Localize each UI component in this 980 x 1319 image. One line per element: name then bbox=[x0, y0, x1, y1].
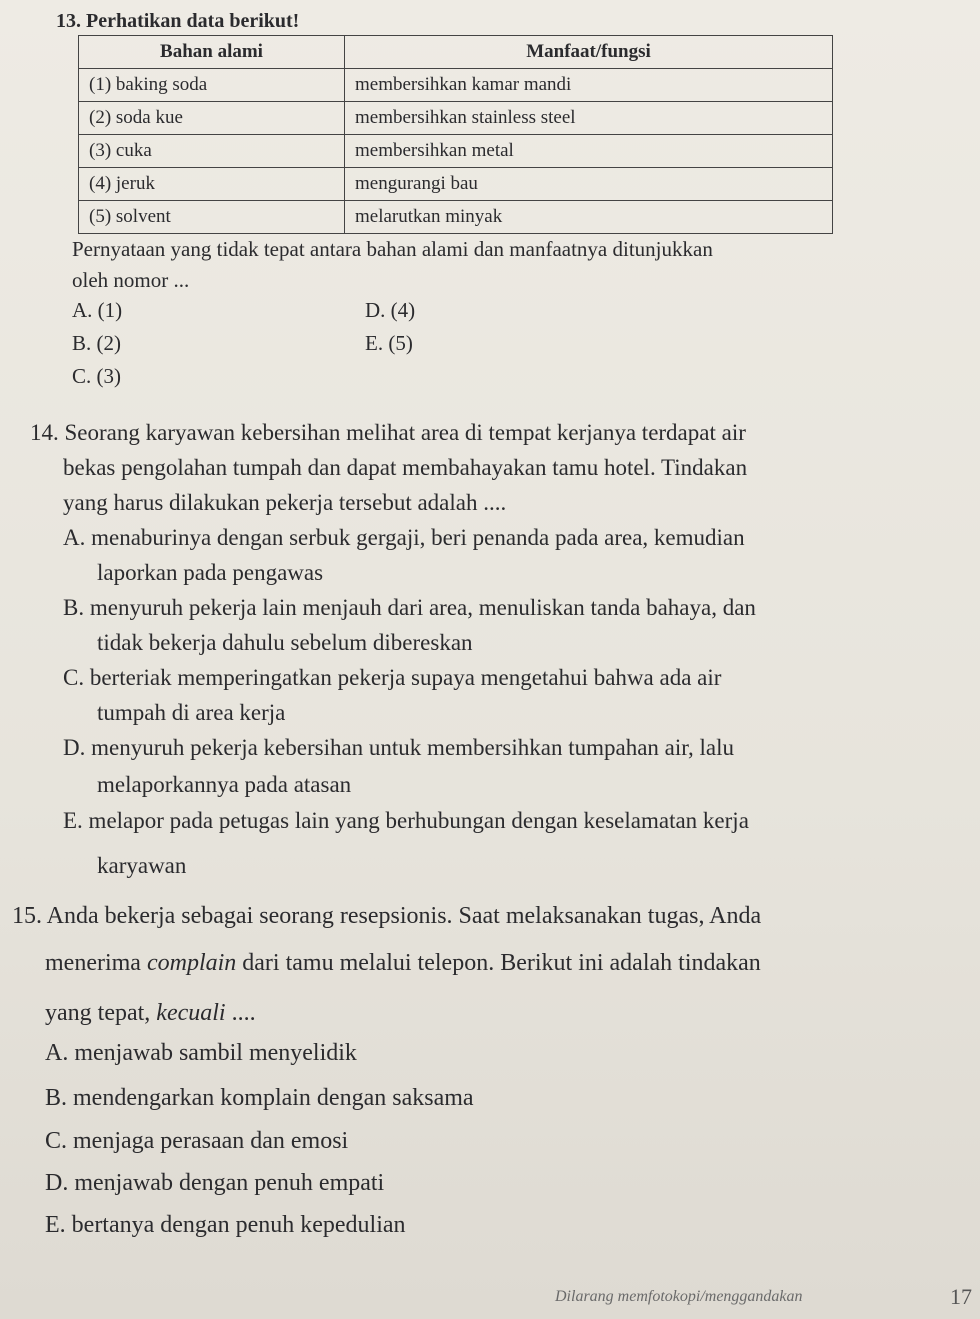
table-cell: melarutkan minyak bbox=[345, 201, 833, 234]
q15-stem-line2 bbox=[45, 950, 761, 977]
page-number: 17 bbox=[950, 1284, 972, 1309]
table-cell: (4) jeruk bbox=[79, 168, 345, 201]
q13-table bbox=[78, 35, 833, 234]
table-cell: (1) baking soda bbox=[79, 69, 345, 102]
q15-text: .... bbox=[225, 1000, 256, 1026]
q13-option-d[interactable]: D. (4) bbox=[365, 298, 416, 322]
q15-text: dari tamu melalui telepon. Berikut ini adalah tindakan bbox=[236, 950, 761, 976]
q15-option-d[interactable]: D. menjawab dengan penuh empati bbox=[45, 1170, 385, 1196]
q13-stem-line2: oleh nomor ... bbox=[72, 268, 190, 292]
q13-option-e[interactable]: E. (5) bbox=[365, 331, 413, 355]
table-cell: (5) solvent bbox=[79, 201, 345, 234]
table-cell: (2) soda kue bbox=[79, 102, 345, 135]
q14-option-a[interactable]: A. menaburinya dengan serbuk gergaji, beri penanda pada area, kemudian bbox=[63, 525, 745, 550]
q15-text: menerima bbox=[45, 950, 147, 976]
table-cell: (3) cuka bbox=[79, 135, 345, 168]
q15-option-c[interactable]: C. menjaga perasaan dan emosi bbox=[45, 1128, 349, 1154]
q15-option-b[interactable]: B. mendengarkan komplain dengan saksama bbox=[45, 1085, 474, 1111]
table-header-row bbox=[79, 36, 833, 69]
table-cell: membersihkan metal bbox=[345, 135, 833, 168]
q15-option-a[interactable]: A. menjawab sambil menyelidik bbox=[45, 1040, 357, 1066]
header-bahan-alami: Bahan alami bbox=[79, 36, 345, 69]
table-row bbox=[79, 102, 833, 135]
q14-stem-line1: 14. Seorang karyawan kebersihan melihat area di tempat kerjanya terdapat air bbox=[30, 420, 746, 445]
q13-stem-line1: Pernyataan yang tidak tepat antara bahan alami dan manfaatnya ditunjukkan bbox=[72, 237, 713, 261]
q14-option-c[interactable]: C. berteriak memperingatkan pekerja supaya mengetahui bahwa ada air bbox=[63, 665, 722, 690]
table-row bbox=[79, 135, 833, 168]
q13-option-a[interactable]: A. (1) bbox=[72, 298, 123, 322]
q15-text: yang tepat, bbox=[45, 1000, 157, 1026]
q15-stem-line3 bbox=[45, 1000, 256, 1027]
q14-option-a-cont: laporkan pada pengawas bbox=[97, 560, 324, 585]
q14-stem-line3: yang harus dilakukan pekerja tersebut adalah .... bbox=[63, 490, 507, 515]
table-row bbox=[79, 201, 833, 234]
table-row bbox=[79, 168, 833, 201]
q15-emphasis-complain: complain bbox=[146, 950, 237, 976]
table-cell: membersihkan stainless steel bbox=[345, 102, 833, 135]
q15-emphasis-kecuali: kecuali bbox=[156, 1000, 226, 1026]
q14-option-e-cont: karyawan bbox=[97, 853, 187, 878]
q14-option-b-cont: tidak bekerja dahulu sebelum dibereskan bbox=[97, 630, 473, 655]
q14-option-c-cont: tumpah di area kerja bbox=[97, 700, 286, 725]
table-cell: mengurangi bau bbox=[345, 168, 833, 201]
q13-option-b[interactable]: B. (2) bbox=[72, 331, 121, 355]
q15-option-e[interactable]: E. bertanya dengan penuh kepedulian bbox=[45, 1212, 406, 1238]
table-cell: membersihkan kamar mandi bbox=[345, 69, 833, 102]
header-manfaat: Manfaat/fungsi bbox=[345, 36, 833, 69]
q14-stem-line2: bekas pengolahan tumpah dan dapat membahayakan tamu hotel. Tindakan bbox=[63, 455, 748, 480]
q15-stem-line1: 15. Anda bekerja sebagai seorang resepsionis. Saat melaksanakan tugas, Anda bbox=[12, 903, 762, 929]
q13-title: 13. Perhatikan data berikut! bbox=[56, 10, 300, 32]
q13-option-c[interactable]: C. (3) bbox=[72, 364, 121, 388]
q14-option-b[interactable]: B. menyuruh pekerja lain menjauh dari area, menuliskan tanda bahaya, dan bbox=[63, 595, 756, 620]
table-row bbox=[79, 69, 833, 102]
footer-note: Dilarang memfotokopi/menggandakan bbox=[555, 1288, 803, 1305]
q14-option-e[interactable]: E. melapor pada petugas lain yang berhubungan dengan keselamatan kerja bbox=[63, 808, 749, 833]
q14-option-d-cont: melaporkannya pada atasan bbox=[97, 772, 352, 797]
q14-option-d[interactable]: D. menyuruh pekerja kebersihan untuk membersihkan tumpahan air, lalu bbox=[63, 735, 734, 760]
